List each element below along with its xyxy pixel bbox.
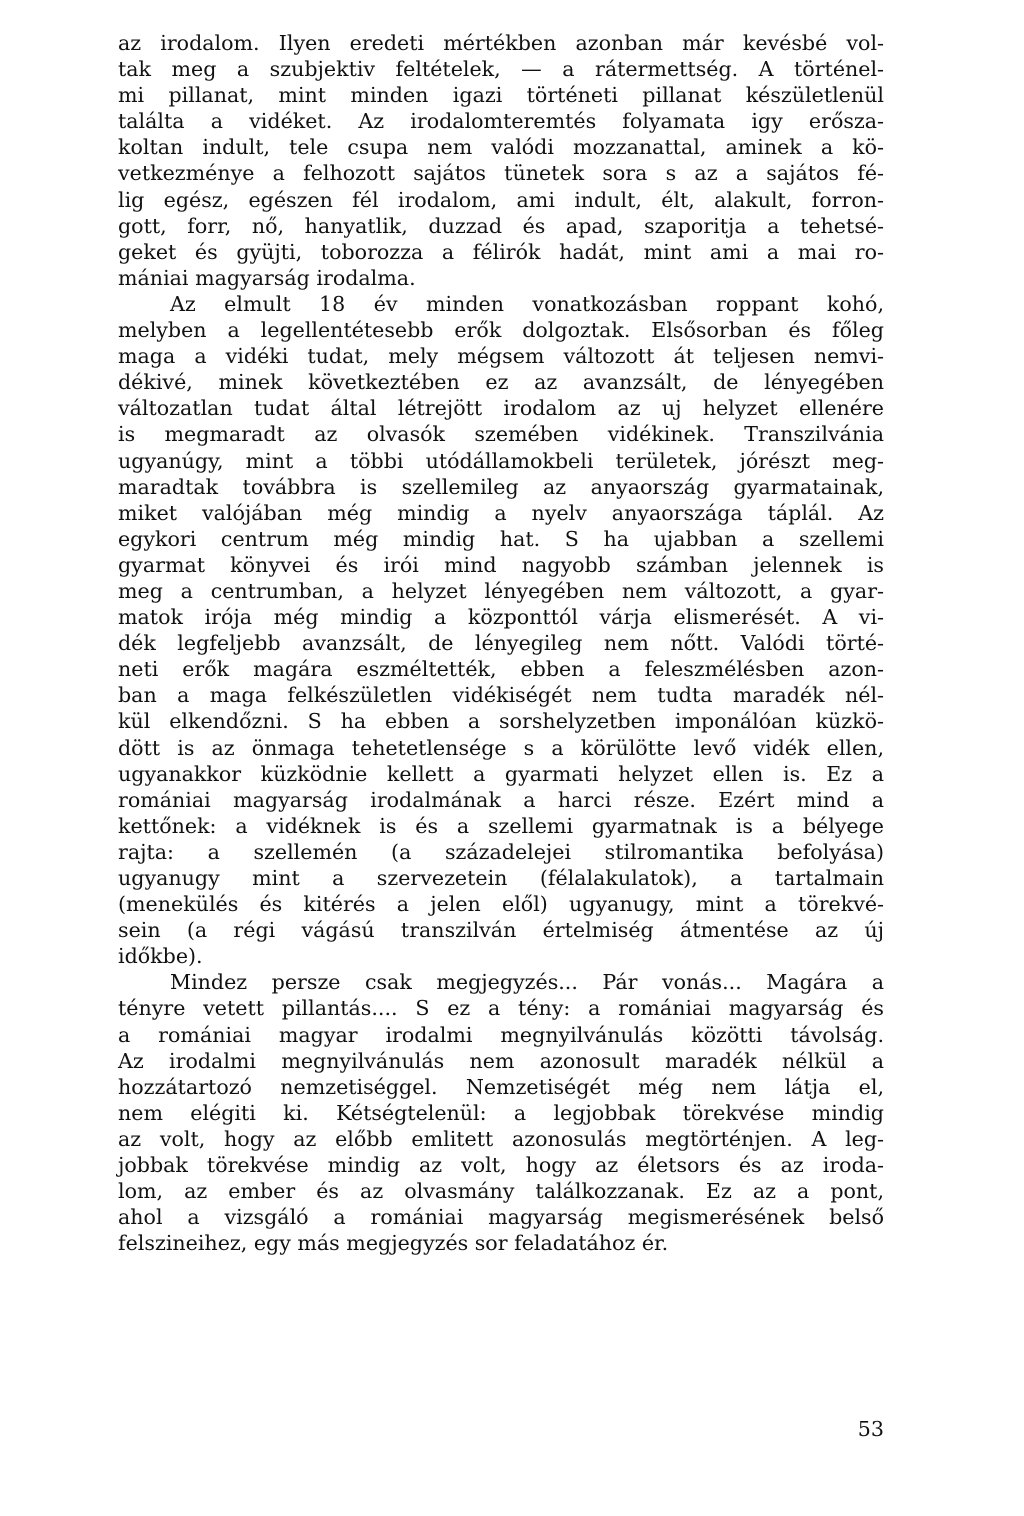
text-line: nem elégiti ki. Kétségtelenül: a legjobbak törekvése mindig (118, 1100, 884, 1125)
text-line: lom, az ember és az olvasmány találkozzanak. Ez az a pont, (118, 1179, 884, 1204)
text-line: gyarmat könyvei és irói mind nagyobb számban jelennek is (118, 552, 884, 577)
text-line: maradtak továbbra is szellemileg az anyaország gyarmatainak, (118, 474, 884, 499)
text-line: gott, forr, nő, hanyatlik, duzzad és apad, szaporitja a tehetsé- (118, 213, 884, 238)
text-line: miket valójában még mindig a nyelv anyaországa táplál. Az (118, 500, 884, 525)
text-line: vetkezménye a felhozott sajátos tünetek sora s az a sajátos fé- (118, 161, 884, 186)
text-line: sein (a régi vágású transzilván értelmiség átmentése az új (118, 918, 884, 943)
text-line: melyben a legellentétesebb erők dolgoztak. Elsősorban és főleg (118, 318, 884, 343)
text-line: hozzátartozó nemzetiséggel. Nemzetiségét még nem látja el, (118, 1074, 884, 1099)
text-line: meg a centrumban, a helyzet lényegében nem változott, a gyar- (118, 578, 884, 603)
text-line: kül elkendőzni. S ha ebben a sorshelyzetben imponálóan küzkö- (118, 709, 884, 734)
text-line: a romániai magyar irodalmi megnyilvánulás közötti távolság. (118, 1022, 884, 1047)
text-line: (menekülés és kitérés a jelen elől) ugyanugy, mint a törekvé- (118, 892, 884, 917)
text-line: tak meg a szubjektiv feltételek, — a rátermettség. A történel- (118, 57, 884, 82)
body-text (118, 30, 884, 1256)
text-line: ahol a vizsgáló a romániai magyarság megismerésének belső (118, 1205, 884, 1230)
text-line: változatlan tudat által létrejött irodalom az uj helyzet ellenére (118, 396, 884, 421)
text-line: romániai magyarság irodalmának a harci része. Ezért mind a (118, 787, 884, 812)
text-line: Az elmult 18 év minden vonatkozásban roppant kohó, (170, 291, 884, 316)
text-line: dék legfeljebb avanzsált, de lényegileg nem nőtt. Valódi törté- (118, 631, 884, 656)
text-line: ugyanakkor küzködnie kellett a gyarmati helyzet ellen is. Ez a (118, 761, 884, 786)
text-line: lig egész, egészen fél irodalom, ami indult, élt, alakult, forron- (118, 187, 884, 212)
text-line: geket és gyüjti, toborozza a félirók hadát, mint ami a mai ro- (118, 239, 884, 264)
text-line: rajta: a szellemén (a századelejei stilromantika befolyása) (118, 839, 884, 864)
text-line: időkbe). (118, 944, 203, 969)
text-line: tényre vetett pillantás.... S ez a tény: a romániai magyarság és (118, 996, 884, 1021)
text-line: koltan indult, tele csupa nem valódi mozzanattal, aminek a kö- (118, 135, 884, 160)
text-line: Mindez persze csak megjegyzés... Pár vonás... Magára a (170, 970, 884, 995)
text-line: maga a vidéki tudat, mely mégsem változott át teljesen nemvi- (118, 344, 884, 369)
text-line: az volt, hogy az előbb emlitett azonosulás megtörténjen. A leg- (118, 1126, 884, 1151)
page-number: 53 (857, 1417, 884, 1441)
text-line: ban a maga felkészületlen vidékiségét nem tudta maradék nél- (118, 683, 884, 708)
text-line: az irodalom. Ilyen eredeti mértékben azonban már kevésbé vol- (118, 31, 884, 55)
text-line: matok irója még mindig a központtól várja elismerését. A vi- (118, 605, 884, 630)
text-line: egykori centrum még mindig hat. S ha ujabban a szellemi (118, 526, 884, 551)
text-line: felszineihez, egy más megjegyzés sor feladatához ér. (118, 1231, 669, 1256)
text-line: mi pillanat, mint minden igazi történeti pillanat készületlenül (118, 83, 884, 108)
text-line: is megmaradt az olvasók szemében vidékinek. Transzilvánia (118, 422, 884, 447)
text-line: neti erők magára eszméltették, ebben a feleszmélésben azon- (118, 657, 884, 682)
text-line: ugyanugy mint a szervezetein (félalakulatok), a tartalmain (118, 866, 884, 890)
text-line: mániai magyarság irodalma. (118, 265, 416, 290)
text-line: ugyanúgy, mint a többi utódállamokbeli területek, jórészt meg- (118, 448, 884, 473)
text-line: dött is az önmaga tehetetlensége s a körülötte levő vidék ellen, (118, 735, 884, 760)
text-line: jobbak törekvése mindig az volt, hogy az életsors és az iroda- (118, 1153, 884, 1178)
text-line: Az irodalmi megnyilvánulás nem azonosult maradék nélkül a (118, 1048, 884, 1073)
text-line: kettőnek: a vidéknek is és a szellemi gyarmatnak is a bélyege (118, 813, 884, 838)
text-line: találta a vidéket. Az irodalomteremtés folyamata igy erősza- (118, 109, 884, 134)
text-line: dékivé, minek következtében ez az avanzsált, de lényegében (118, 370, 884, 395)
